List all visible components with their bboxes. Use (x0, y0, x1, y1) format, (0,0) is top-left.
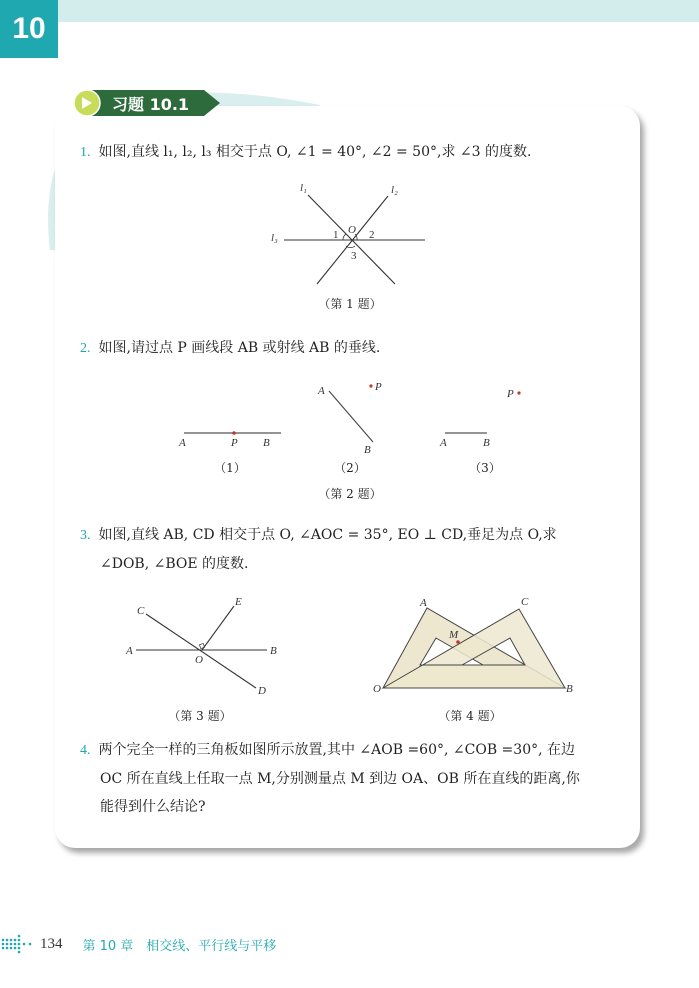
problem-1: 1. 如图,直线 l₁, l₂, l₃ 相交于点 O, ∠1 = 40°, ∠2 = 50°,求 ∠3 的度数. (80, 144, 532, 160)
section-title: 习题 10.1 (112, 95, 190, 114)
figure-2 (178, 381, 521, 456)
diagram-label: M (449, 629, 459, 641)
label-l2: l₂ (391, 184, 398, 196)
label-angle-1: 1 (333, 229, 339, 241)
diagram-label: E (235, 596, 242, 608)
diagram-label: O (373, 683, 381, 695)
dot-grid-icon (0, 934, 34, 954)
diagram-label: C (521, 596, 529, 608)
problem-2: 2. 如图,请过点 P 画线段 AB 或射线 AB 的垂线. (80, 340, 381, 356)
diagram-label: O (195, 654, 203, 666)
figure-4-caption: （第 4 题） (438, 709, 502, 723)
label-l1: l₁ (300, 182, 307, 194)
figure-3-caption: （第 3 题） (168, 709, 232, 723)
diagram-label: A (126, 645, 133, 657)
diagram-label: C (137, 605, 145, 617)
diagram-label: P (507, 388, 514, 400)
diagram-label: D (258, 685, 266, 697)
figure-1 (271, 182, 425, 284)
diagram-label: A (440, 437, 447, 449)
figure-2-sub-1: （1） (214, 461, 246, 475)
label-O: O (348, 224, 356, 236)
page-footer (0, 934, 276, 954)
label-angle-3: 3 (351, 250, 357, 262)
figure-1-caption: （第 1 题） (318, 297, 382, 311)
diagram-label: B (270, 645, 277, 657)
diagram-label: B (263, 437, 270, 449)
figure-4 (373, 596, 573, 695)
label-angle-2: 2 (369, 229, 375, 241)
diagram-label: A (420, 597, 427, 609)
diagram-label: P (231, 437, 238, 449)
chapter-number: 10 (0, 0, 58, 58)
problem-4: 4. 两个完全一样的三角板如图所示放置,其中 ∠AOB =60°, ∠COB =30°, 在边 OC 所在直线上任取一点 M,分别测量点 M 到边 OA、OB 所在直线的距离,你 能得到什么结论? (80, 742, 580, 815)
diagram-label: B (566, 683, 573, 695)
figure-3 (125, 596, 277, 697)
diagram-label: B (364, 444, 371, 456)
figure-2-sub-2: （2） (334, 461, 366, 475)
problem-3: 3. 如图,直线 AB, CD 相交于点 O, ∠AOC = 35°, EO ⊥ CD,垂足为点 O,求 ∠DOB, ∠BOE 的度数. (80, 527, 557, 572)
figure-2-sub-3: （3） (469, 461, 501, 475)
page-number: 134 (40, 935, 63, 952)
figure-2-caption: （第 2 题） (318, 487, 382, 501)
label-l3: l₃ (271, 232, 278, 244)
diagram-label: B (483, 437, 490, 449)
diagram-label: P (375, 381, 382, 393)
diagram-label: A (318, 385, 325, 397)
diagram-label: A (179, 437, 186, 449)
chapter-title: 第 10 章 相交线、平行线与平移 (82, 938, 277, 954)
